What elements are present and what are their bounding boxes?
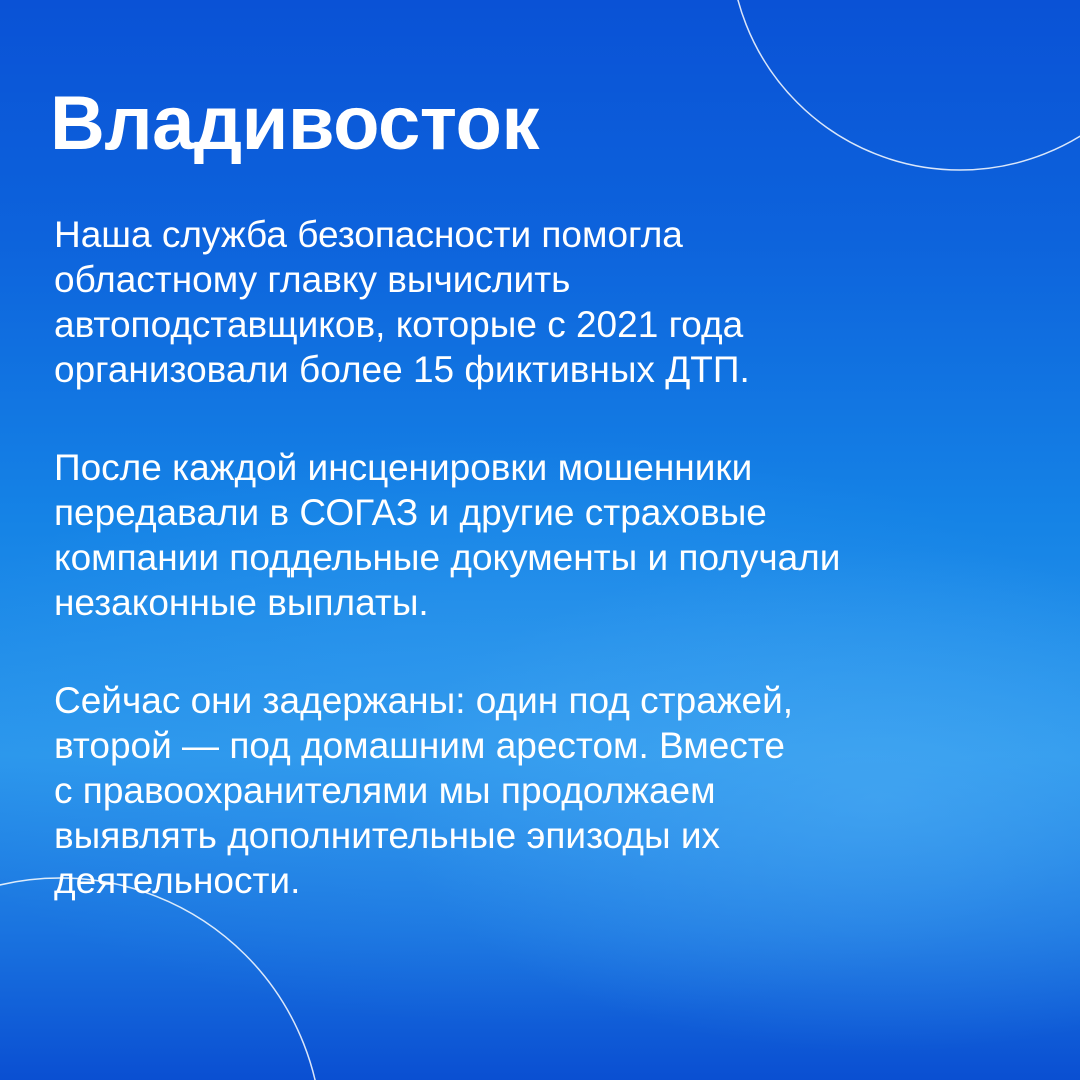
top-right-arc — [730, 0, 1080, 170]
paragraph-3: Сейчас они задержаны: один под стражей, второй — под домашним арестом. Вместе с правоохранителями мы продолжаем выявлять дополнительные эпизоды их деятельности. — [54, 680, 794, 901]
paragraph-2: После каждой инсценировки мошенники передавали в СОГАЗ и другие страховые компании поддельные документы и получали незаконные выплаты. — [54, 447, 841, 623]
paragraph-1: Наша служба безопасности помогла областному главку вычислить автоподставщиков, которые с 2021 года организовали более 15 фиктивных ДТП. — [54, 214, 750, 390]
page-title: Владивосток — [50, 81, 539, 166]
body-text — [54, 212, 1054, 956]
